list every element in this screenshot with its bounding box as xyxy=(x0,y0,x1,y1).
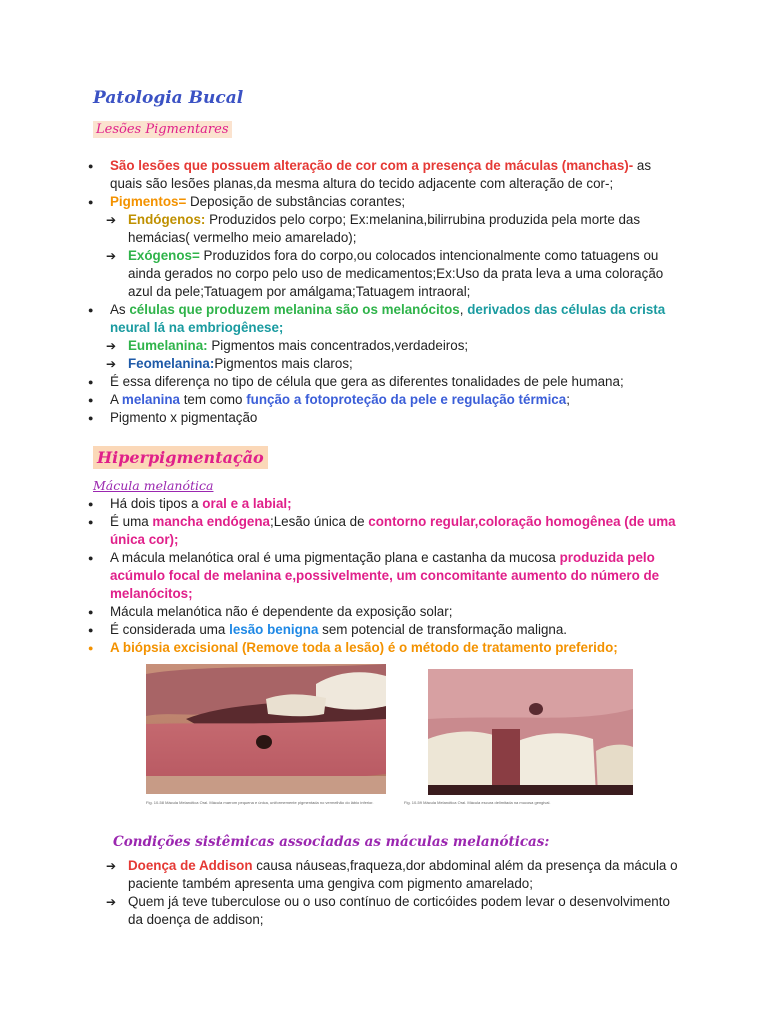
condicoes-list xyxy=(86,857,686,929)
sub-list-item: ➔ Exógenos= Produzidos fora do corpo,ou colocados intencionalmente como tatuagens ou ainda gerados no corpo pelo uso de medicamentos;Ex:Uso da prata leva a uma coloração azul da pele;Tatuagem por amálgama;Tatuagem intraoral; xyxy=(86,247,686,301)
sub-list-item: ➔ Quem já teve tuberculose ou o uso contínuo de corticóides podem levar o desenvolvimento da doença de addison; xyxy=(86,893,686,929)
list-item: ● Pigmentos= Deposição de substâncias corantes; xyxy=(86,193,686,211)
list-item: ● A mácula melanótica oral é uma pigmentação plana e castanha da mucosa produzida pelo acúmulo focal de melanina e,possivelmente, um concomitante aumento do número de melanócitos; xyxy=(86,549,686,603)
list-item: ● Mácula melanótica não é dependente da exposição solar; xyxy=(86,603,686,621)
sub-list-item: ➔ Doença de Addison causa náuseas,fraqueza,dor abdominal além da presença da mácula o paciente também apresenta uma gengiva com pigmento amarelado; xyxy=(86,857,686,893)
subheading-macula: Mácula melanótica xyxy=(93,478,214,493)
macula-list xyxy=(86,495,686,657)
list-item: ● As células que produzem melanina são os melanócitos, derivados das células da crista neural lá na embriogênese; xyxy=(86,301,686,337)
list-item: ● É considerada uma lesão benigna sem potencial de transformação maligna. xyxy=(86,621,686,639)
photo-caption-2: Fig. 10-59 Mácula Melanótica Oral. Mácula escura delimitada na mucosa gengival. xyxy=(404,800,551,805)
heading-condicoes: Condições sistêmicas associadas as máculas melanóticas: xyxy=(113,834,550,850)
list-item: ● É essa diferença no tipo de célula que gera as diferentes tonalidades de pele humana; xyxy=(86,373,686,391)
section-subtitle-lesoes: Lesões Pigmentares xyxy=(93,121,232,138)
list-item: ● Pigmento x pigmentação xyxy=(86,409,686,427)
lip-macula-photo xyxy=(146,664,386,794)
gingiva-macula-photo xyxy=(428,669,633,795)
list-item: ● Há dois tipos a oral e a labial; xyxy=(86,495,686,513)
list-item: ● É uma mancha endógena;Lesão única de contorno regular,coloração homogênea (de uma única cor); xyxy=(86,513,686,549)
list-item: ● São lesões que possuem alteração de cor com a presença de máculas (manchas)- as quais são lesões planas,da mesma altura do tecido adjacente com alteração de cor-; xyxy=(86,157,686,193)
page-title: Patologia Bucal xyxy=(93,88,244,108)
list-item: ● A biópsia excisional (Remove toda a lesão) é o método de tratamento preferido; xyxy=(86,639,686,657)
list-item: ● A melanina tem como função a fotoproteção da pele e regulação térmica; xyxy=(86,391,686,409)
photo-caption-1: Fig. 10-58 Mácula Melanótica Oral. Mácula marrom pequena e única, uniformemente pigmentada no vermelhão do lábio inferior. xyxy=(146,800,374,805)
sub-list-item: ➔ Eumelanina: Pigmentos mais concentrados,verdadeiros; xyxy=(86,337,686,355)
heading-hiperpigmentacao: Hiperpigmentação xyxy=(93,446,268,469)
sub-list-item: ➔ Feomelanina:Pigmentos mais claros; xyxy=(86,355,686,373)
sub-list-item: ➔ Endógenos: Produzidos pelo corpo; Ex:melanina,bilirrubina produzida pela morte das hemácias( vermelho meio amarelado); xyxy=(86,211,686,247)
pigment-list xyxy=(86,157,686,427)
